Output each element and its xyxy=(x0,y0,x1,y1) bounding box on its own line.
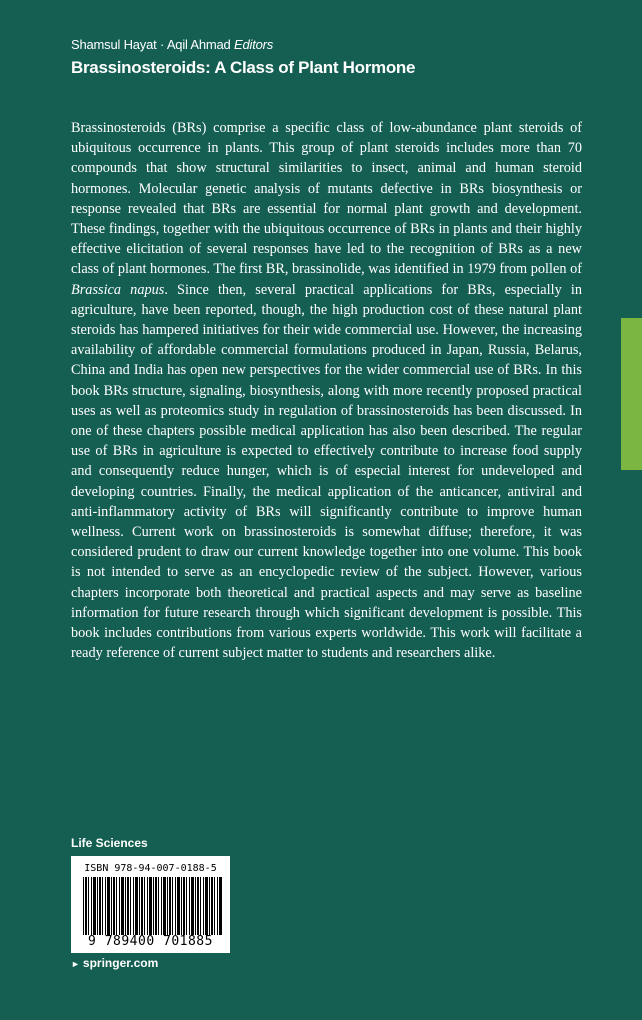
barcode xyxy=(71,856,230,953)
ean-digits: 9 789400 701885 xyxy=(88,934,213,949)
isbn-text: ISBN 978-94-007-0188-5 xyxy=(84,863,217,874)
author-name: Shamsul Hayat xyxy=(71,37,157,52)
description-italic-species: Brassica napus xyxy=(71,281,165,298)
editors-role: Editors xyxy=(234,37,274,52)
green-accent-bar xyxy=(621,318,642,470)
subject-category: Life Sciences xyxy=(71,836,148,850)
description-text: . Since then, several practical applications for BRs, especially in agriculture, have been reported, though, the high production cost of these natural plant steroids has hampered initiatives for their wide commercial use. However, the increasing availability of affordable commercial formulations produced in Japan, Russia, Belarus, China and India has open new perspectives for the wider commercial use of BRs. In this book BRs structure, signaling, biosynthesis, along with more recently proposed practical uses as well as proteomics study in regulation of brassinosteroids has been discussed. In one of these chapters possible medical application has also been described. The regular use of BRs in agriculture is expected to effectively contribute to increase food supply and consequently reduce hunger, which is of especial interest for undeveloped and developing countries. Finally, the medical application of the anticancer, antiviral and anti-inflammatory activity of BRs will significantly contribute to improve human wellness. Current work on brassinosteroids is somewhat diffuse; therefore, it was considered prudent to draw our current knowledge together into one volume. This book is not intended to serve as an encyclopedic review of the subject. However, various chapters incorporate both theoretical and practical aspects and may serve as baseline information for future research through which significant development is possible. This book includes contributions from various experts worldwide. This work will facilitate a ready reference of current subject matter to students and researchers alike. xyxy=(71,281,582,662)
description-text: Brassinosteroids (BRs) comprise a specific class of low-abundance plant steroids of ubiquitous occurrence in plants. This group of plant steroids includes more than 70 compounds that show structural similarities to insect, animal and human steroid hormones. Molecular genetic analysis of mutants defective in BRs biosynthesis or response revealed that BRs are essential for normal plant growth and development. These findings, together with the ubiquitous occurrence of BRs in plants and their highly effective elicitation of several responses have led to the recognition of BRs as a new class of plant hormones. The first BR, brassinolide, was identified in 1979 from pollen of xyxy=(71,120,582,278)
author-name: Aqil Ahmad xyxy=(166,37,231,52)
website-text[interactable]: springer.com xyxy=(82,956,159,970)
arrow-right-icon: ► xyxy=(71,959,80,969)
book-title: Brassinosteroids: A Class of Plant Hormone xyxy=(71,58,416,77)
editors-line xyxy=(71,37,273,52)
author-separator: · xyxy=(156,37,167,52)
barcode-bars xyxy=(83,877,223,935)
publisher-website[interactable] xyxy=(71,956,158,970)
book-description xyxy=(71,118,582,663)
